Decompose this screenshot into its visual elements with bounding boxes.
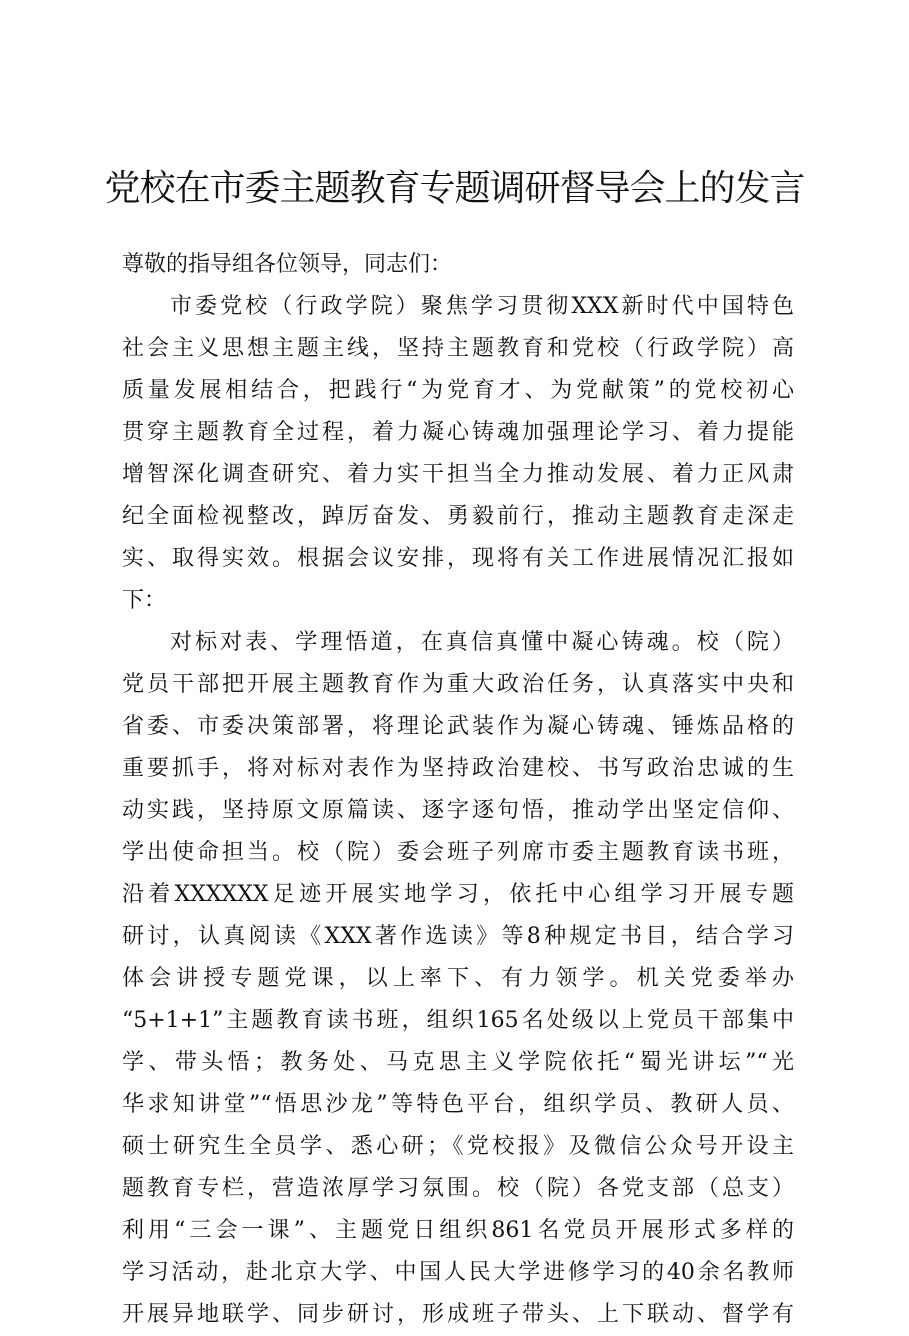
paragraph-line: 对标对表、学理悟道，在真信真懂中凝心铸魂。校（院）: [170, 630, 794, 655]
paragraph-line: 学出使命担当。校（院）委会班子列席市委主题教育读书班，: [122, 840, 794, 865]
paragraph-line: 贯穿主题教育全过程，着力凝心铸魂加强理论学习、着力提能: [122, 420, 794, 445]
paragraph-line: 沿着XXXXXX足迹开展实地学习，依托中心组学习开展专题: [122, 882, 794, 907]
paragraph-line: 增智深化调查研究、着力实干担当全力推动发展、着力正风肃: [122, 462, 794, 487]
paragraph-line: 研讨，认真阅读《XXX著作选读》等8种规定书目，结合学习: [122, 924, 794, 949]
paragraph-line: 省委、市委决策部署，将理论武装作为凝心铸魂、锤炼品格的: [122, 714, 794, 739]
paragraph-line: 开展异地联学、同步研讨，形成班子带头、上下联动、督学有: [122, 1302, 794, 1327]
paragraph-line: 市委党校（行政学院）聚焦学习贯彻XXX新时代中国特色: [170, 294, 794, 319]
paragraph-line: 体会讲授专题党课，以上率下、有力领学。机关党委举办: [122, 966, 794, 991]
paragraph-line: 动实践，坚持原文原篇读、逐字逐句悟，推动学出坚定信仰、: [122, 798, 794, 823]
paragraph-line: 质量发展相结合，把践行“为党育才、为党献策”的党校初心: [122, 378, 794, 403]
paragraph-line: 社会主义思想主题主线，坚持主题教育和党校（行政学院）高: [122, 336, 794, 361]
paragraph-line: “5+1+1”主题教育读书班，组织165名处级以上党员干部集中: [122, 1008, 794, 1033]
paragraph-line: 纪全面检视整改，踔厉奋发、勇毅前行，推动主题教育走深走: [122, 504, 794, 529]
paragraph-line: 题教育专栏，营造浓厚学习氛围。校（院）各党支部（总支）: [122, 1176, 794, 1201]
paragraph-line: 学习活动，赴北京大学、中国人民大学进修学习的40余名教师: [122, 1260, 794, 1285]
paragraph-line: 下：: [122, 588, 167, 613]
paragraph-line: 华求知讲堂”“悟思沙龙”等特色平台，组织学员、教研人员、: [122, 1092, 794, 1117]
paragraph-line: 利用“三会一课”、主题党日组织861名党员开展形式多样的: [122, 1218, 794, 1243]
paragraph-line: 重要抓手，将对标对表作为坚持政治建校、书写政治忠诚的生: [122, 756, 794, 781]
salutation: 尊敬的指导组各位领导，同志们：: [122, 252, 453, 277]
paragraph-line: 实、取得实效。根据会议安排，现将有关工作进展情况汇报如: [122, 546, 794, 571]
paragraph-line: 学、带头悟；教务处、马克思主义学院依托“蜀光讲坛”“光: [122, 1050, 794, 1075]
paragraph-line: 党员干部把开展主题教育作为重大政治任务，认真落实中央和: [122, 672, 794, 697]
paragraph-line: 硕士研究生全员学、悉心研；《党校报》及微信公众号开设主: [122, 1134, 794, 1159]
document-body: [122, 244, 794, 1336]
document-title: 党校在市委主题教育专题调研督导会上的发言: [104, 168, 805, 209]
